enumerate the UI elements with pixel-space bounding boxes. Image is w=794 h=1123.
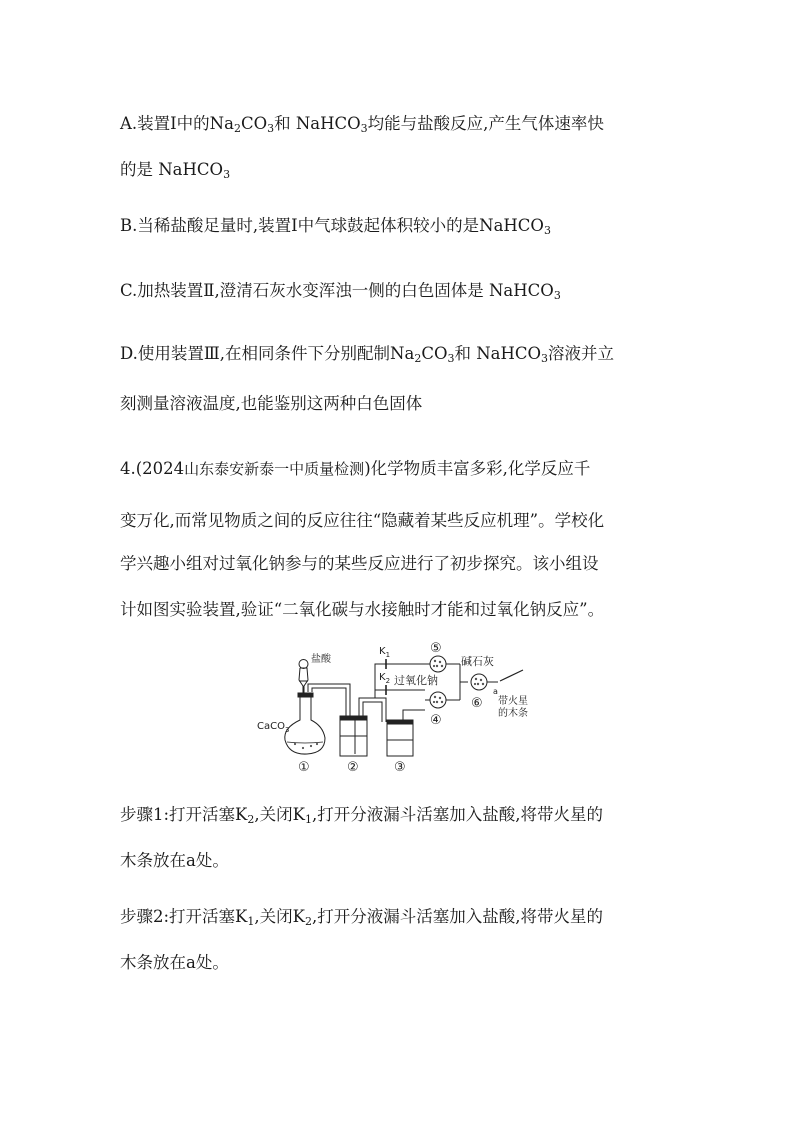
option-c: C.加热装置Ⅱ,澄清石灰水变浑浊一侧的白色固体是 NaHCO$_3$: [120, 281, 561, 302]
label-sodium-peroxide: 过氧化钠: [394, 674, 438, 687]
label-hcl: 盐酸: [311, 654, 331, 665]
flask-1: [285, 696, 325, 754]
option-a-line1: A.装置Ⅰ中的$Na_2CO_3$和 NaHCO$_3$均能与盐酸反应,产生气体速率快: [120, 114, 604, 135]
apparatus-diagram: [255, 640, 555, 775]
label-num-4: ④: [430, 713, 442, 728]
label-num-6: ⑥: [471, 696, 483, 711]
bottle-2: [340, 720, 367, 756]
option-b: B.当稀盐酸足量时,装置Ⅰ中气球鼓起体积较小的是NaHCO$_3$: [120, 216, 551, 237]
drying-tube-5: [425, 656, 460, 672]
label-num-5: ⑤: [430, 641, 442, 656]
label-num-3: ③: [394, 760, 406, 775]
question-4-line4: 计如图实验装置,验证“二氧化碳与水接触时才能和过氧化钠反应”。: [120, 600, 605, 619]
label-num-1: ①: [298, 760, 310, 775]
step-2-line1: 步骤2:打开活塞$K_1$,关闭$K_2$,打开分液漏斗活塞加入盐酸,将带火星的: [120, 907, 603, 928]
question-4-line3: 学兴趣小组对过氧化钠参与的某些反应进行了初步探究。该小组设: [120, 554, 599, 573]
step-2-line2: 木条放在a处。: [120, 953, 229, 972]
label-splint-1: 带火星: [498, 696, 528, 707]
option-d-line1: D.使用装置Ⅲ,在相同条件下分别配制$Na_2CO_3$和 NaHCO$_3$溶液并立: [120, 344, 615, 365]
label-soda-lime: 碱石灰: [461, 655, 494, 668]
question-4-line1: 4.(2024山东泰安新泰一中质量检测)化学物质丰富多彩,化学反应千: [120, 459, 591, 478]
label-point-a: a: [493, 687, 498, 696]
glowing-splint: [500, 670, 523, 681]
option-d-line2: 刻测量溶液温度,也能鉴别这两种白色固体: [120, 394, 423, 413]
drying-tube-4: [425, 692, 460, 708]
label-num-2: ②: [347, 760, 359, 775]
step-1-line1: 步骤1:打开活塞$K_2$,关闭$K_1$,打开分液漏斗活塞加入盐酸,将带火星的: [120, 805, 603, 826]
label-k1: $K_1$: [379, 646, 391, 659]
label-splint-2: 的木条: [498, 708, 528, 719]
label-caco3: CaCO$_3$: [257, 721, 290, 734]
label-k2: $K_2$: [379, 672, 391, 685]
step-1-line2: 木条放在a处。: [120, 851, 229, 870]
option-a-line2: 的是 NaHCO$_3$: [120, 160, 231, 181]
question-4-line2: 变万化,而常见物质之间的反应往往“隐藏着某些反应机理”。学校化: [120, 511, 605, 530]
question-source: 山东泰安新泰一中质量检测: [184, 460, 365, 478]
